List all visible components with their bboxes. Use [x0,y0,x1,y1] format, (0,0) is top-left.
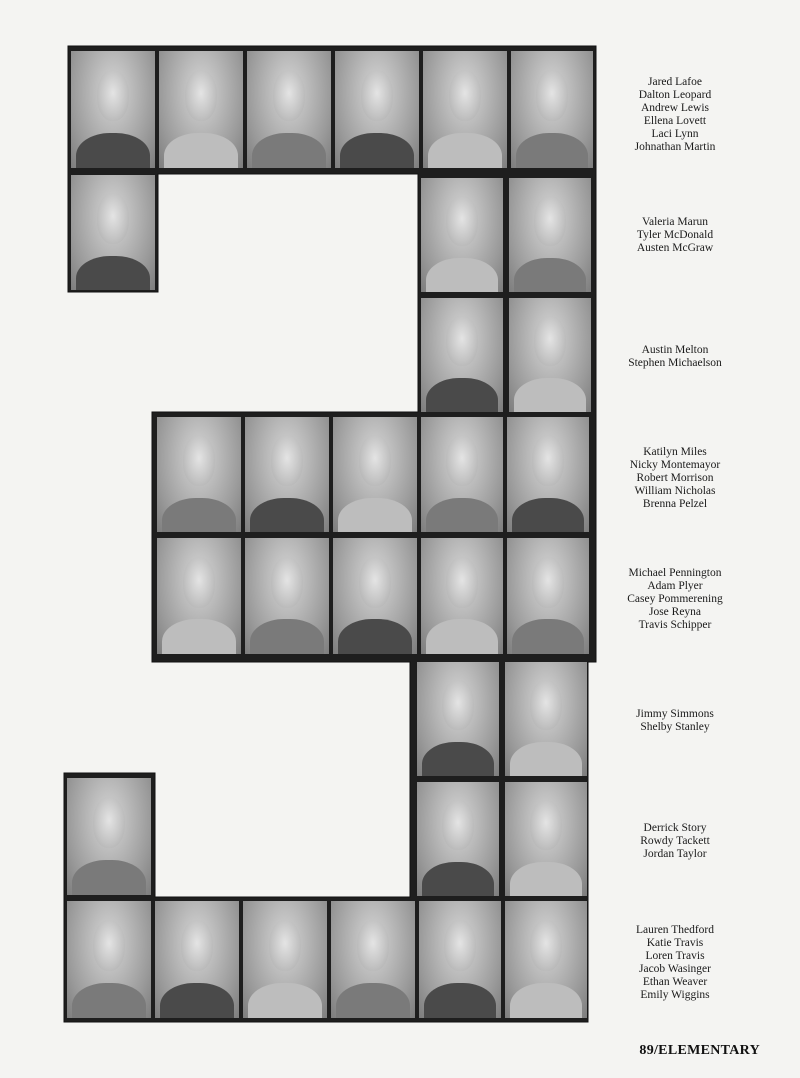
student-portrait-photo [507,417,589,532]
student-portrait-photo [423,51,507,168]
portrait-shoulders [338,619,412,654]
portrait-head [93,797,125,848]
student-portrait-photo [157,538,241,654]
student-name: Brenna Pelzel [642,498,708,510]
student-name: Jared Lafoe [648,76,702,88]
portrait-head [446,435,477,486]
name-list-row-6 [596,708,754,734]
portrait-shoulders [336,983,410,1018]
portrait-shoulders [510,742,582,776]
student-portrait-photo [419,901,501,1018]
portrait-head [442,680,473,730]
portrait-shoulders [516,133,588,168]
student-portrait-photo [71,175,155,290]
student-portrait-photo [507,538,589,654]
student-name: Emily Wiggins [640,989,710,1001]
student-portrait-photo [505,901,587,1018]
portrait-shoulders [252,133,326,168]
portrait-head [97,70,129,121]
student-portrait-photo [511,51,593,168]
portrait-head [185,70,217,121]
portrait-head [273,70,305,121]
portrait-head [530,680,561,730]
student-portrait-photo [157,417,241,532]
portrait-head [534,196,565,246]
student-name: Stephen Michaelson [628,357,722,369]
student-name: Jimmy Simmons [636,708,714,720]
portrait-shoulders [160,983,234,1018]
portrait-shoulders [338,498,412,533]
portrait-shoulders [248,983,322,1018]
portrait-head [536,70,567,121]
portrait-head [269,920,301,971]
portrait-head [530,800,561,850]
student-portrait-photo [67,778,151,895]
student-portrait-photo [417,782,499,896]
portrait-shoulders [162,619,236,654]
portrait-head [446,316,477,366]
student-portrait-photo [509,298,591,412]
student-name: Katilyn Miles [643,446,707,458]
name-list-row-4 [596,446,754,511]
portrait-head [359,557,391,608]
student-name: Lauren Thedford [635,924,715,936]
student-portrait-photo [505,782,587,896]
student-name: Robert Morrison [636,472,714,484]
student-name: Tyler McDonald [636,229,714,241]
student-name: Dalton Leopard [638,89,712,101]
student-portrait-photo [421,417,503,532]
student-portrait-photo [421,178,503,292]
name-list-row-1 [596,76,754,154]
name-list-row-8 [596,924,754,1002]
portrait-shoulders [426,378,498,412]
portrait-head [183,557,215,608]
portrait-head [181,920,213,971]
student-name: Katie Travis [646,937,704,949]
student-portrait-photo [71,51,155,168]
student-portrait-photo [509,178,591,292]
portrait-shoulders [512,619,584,654]
student-name: Laci Lynn [651,128,699,140]
portrait-shoulders [428,133,502,168]
portrait-shoulders [512,498,584,533]
student-name: Jordan Taylor [643,848,707,860]
student-portrait-photo [505,662,587,776]
portrait-shoulders [76,256,150,291]
portrait-head [271,557,303,608]
portrait-head [446,196,477,246]
student-name: Derrick Story [643,822,707,834]
student-portrait-photo [421,538,503,654]
student-portrait-photo [333,417,417,532]
student-name: Nicky Montemayor [629,459,721,471]
student-name: Adam Plyer [647,580,703,592]
student-name: Johnathan Martin [634,141,716,153]
student-name: Jacob Wasinger [639,963,711,975]
portrait-head [446,557,477,608]
portrait-head [532,557,563,608]
portrait-shoulders [426,258,498,292]
student-name: Austin Melton [641,344,709,356]
portrait-shoulders [250,619,324,654]
student-name: William Nicholas [634,485,716,497]
portrait-shoulders [72,983,146,1018]
portrait-shoulders [340,133,414,168]
student-portrait-photo [333,538,417,654]
portrait-head [271,435,303,486]
portrait-shoulders [424,983,496,1018]
portrait-shoulders [164,133,238,168]
student-name: Valeria Marun [641,216,709,228]
portrait-shoulders [76,133,150,168]
name-list-row-7 [596,822,754,861]
student-name: Austen McGraw [636,242,714,254]
student-name: Loren Travis [645,950,705,962]
portrait-head [183,435,215,486]
portrait-shoulders [426,619,498,654]
student-portrait-photo [159,51,243,168]
portrait-shoulders [514,258,586,292]
name-list-row-2 [596,216,754,255]
name-list-row-5 [596,567,754,632]
student-portrait-photo [417,662,499,776]
student-portrait-photo [335,51,419,168]
student-name: Ellena Lovett [643,115,707,127]
page-number-footer: 89/ELEMENTARY [639,1043,760,1058]
student-name: Michael Pennington [628,567,722,579]
student-portrait-photo [421,298,503,412]
portrait-shoulders [514,378,586,412]
portrait-shoulders [162,498,236,533]
name-list-row-3 [596,344,754,370]
student-name: Casey Pommerening [627,593,723,605]
portrait-head [357,920,389,971]
portrait-head [534,316,565,366]
portrait-head [444,920,475,971]
portrait-head [532,435,563,486]
student-name: Rowdy Tackett [640,835,710,847]
portrait-shoulders [72,860,146,895]
portrait-head [93,920,125,971]
student-portrait-photo [245,417,329,532]
portrait-head [442,800,473,850]
portrait-head [97,193,129,244]
student-portrait-photo [331,901,415,1018]
portrait-head [449,70,481,121]
portrait-shoulders [422,862,494,896]
student-name: Shelby Stanley [640,721,710,733]
student-portrait-photo [155,901,239,1018]
student-name: Andrew Lewis [640,102,710,114]
portrait-shoulders [422,742,494,776]
portrait-head [361,70,393,121]
portrait-head [359,435,391,486]
student-name: Travis Schipper [638,619,712,631]
portrait-shoulders [426,498,498,533]
portrait-head [530,920,561,971]
portrait-shoulders [510,983,582,1018]
student-portrait-photo [67,901,151,1018]
portrait-shoulders [510,862,582,896]
student-portrait-photo [245,538,329,654]
portrait-shoulders [250,498,324,533]
student-portrait-photo [243,901,327,1018]
student-name: Jose Reyna [648,606,702,618]
student-name: Ethan Weaver [642,976,708,988]
student-portrait-photo [247,51,331,168]
